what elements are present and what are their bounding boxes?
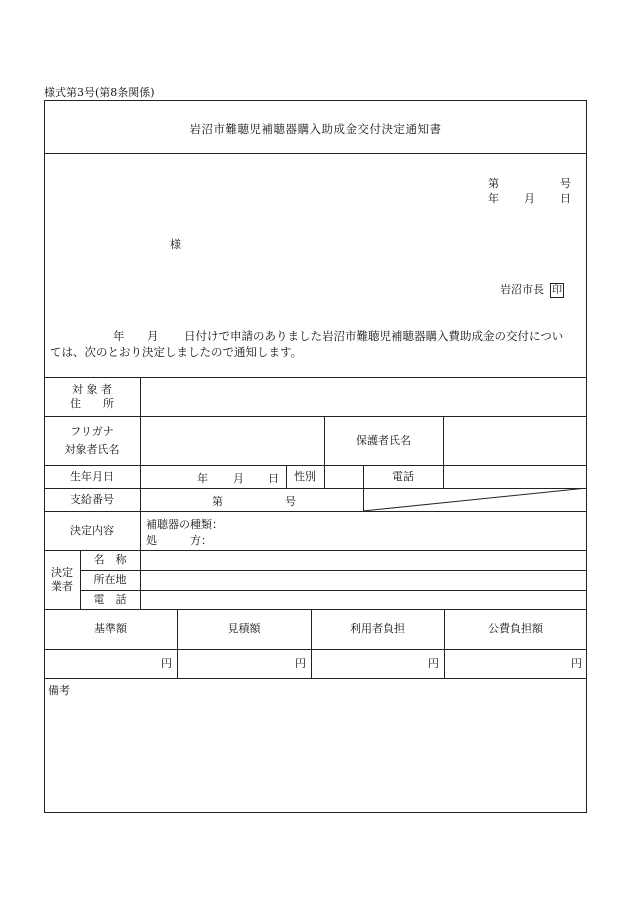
remarks-label: 備考 xyxy=(48,684,70,697)
guardian-name-label: 保護者氏名 xyxy=(356,433,411,447)
form-number: 様式第3号(第8条関係) xyxy=(44,86,155,99)
payment-number-label: 支給番号 xyxy=(70,492,114,506)
document-title: 岩沼市難聴児補聴器購入助成金交付決定通知書 xyxy=(189,122,442,136)
addressee-suffix: 様 xyxy=(170,238,181,251)
date-year: 年 xyxy=(488,192,499,205)
vendor-phone-label: 電 話 xyxy=(93,592,127,606)
estimate-amount-header: 見積額 xyxy=(227,622,261,635)
col-line xyxy=(140,377,141,550)
address-label: 住 所 xyxy=(70,396,114,410)
vendor-name-label: 名 称 xyxy=(93,553,127,566)
seal-mark: 印 xyxy=(552,285,562,296)
payment-number-prefix: 第 xyxy=(212,495,223,508)
device-type-label: 補聴器の種類： xyxy=(146,518,223,531)
phone-label: 電話 xyxy=(392,469,414,483)
standard-amount-yen: 円 xyxy=(161,656,172,670)
subject-address-label xyxy=(44,377,140,416)
date-day: 日 xyxy=(560,192,571,205)
doc-number-prefix: 第 xyxy=(488,177,499,190)
col-line xyxy=(443,416,444,488)
row-line xyxy=(44,678,587,679)
issuer-line xyxy=(500,281,564,298)
public-burden-header: 公費負担額 xyxy=(488,622,543,635)
body-year: 年 xyxy=(113,329,125,343)
vendor-label xyxy=(44,550,80,609)
vendor-label-line1: 決定 xyxy=(51,565,73,579)
body-line-2: ては、次のとおり決定しましたので通知します。 xyxy=(50,345,303,359)
furigana-label: フリガナ xyxy=(70,424,114,438)
payment-number-suffix: 号 xyxy=(285,495,296,508)
issuer-name: 岩沼市長 xyxy=(500,283,544,296)
user-burden-header: 利用者負担 xyxy=(350,622,405,635)
estimate-amount-yen: 円 xyxy=(295,656,306,670)
body-month: 月 xyxy=(147,329,159,343)
user-burden-yen: 円 xyxy=(428,656,439,670)
public-burden-yen: 円 xyxy=(571,656,582,670)
date-month: 月 xyxy=(524,192,535,205)
prescription-label: 処 方： xyxy=(146,534,212,547)
gender-label: 性別 xyxy=(294,469,316,483)
birth-month: 月 xyxy=(233,472,244,485)
col-line xyxy=(140,550,141,609)
standard-amount-header: 基準額 xyxy=(94,622,127,635)
decision-label: 決定内容 xyxy=(70,523,114,537)
doc-number-suffix: 号 xyxy=(560,177,571,190)
subject-name-label xyxy=(44,416,140,465)
vendor-label-line2: 業者 xyxy=(51,579,73,593)
title-divider xyxy=(44,153,587,154)
row-line xyxy=(80,570,587,571)
row-line xyxy=(80,590,587,591)
diagonal-strike xyxy=(363,488,587,511)
body-line-1: 日付けで申請のありました岩沼市難聴児補聴器購入費助成金の交付につい xyxy=(184,329,564,343)
name-label: 対象者氏名 xyxy=(64,442,120,456)
birthdate-label: 生年月日 xyxy=(70,469,114,483)
birth-day: 日 xyxy=(268,472,279,485)
subject-label: 対 象 者 xyxy=(72,382,112,396)
vendor-address-label: 所在地 xyxy=(93,573,127,586)
birth-year: 年 xyxy=(197,472,208,485)
